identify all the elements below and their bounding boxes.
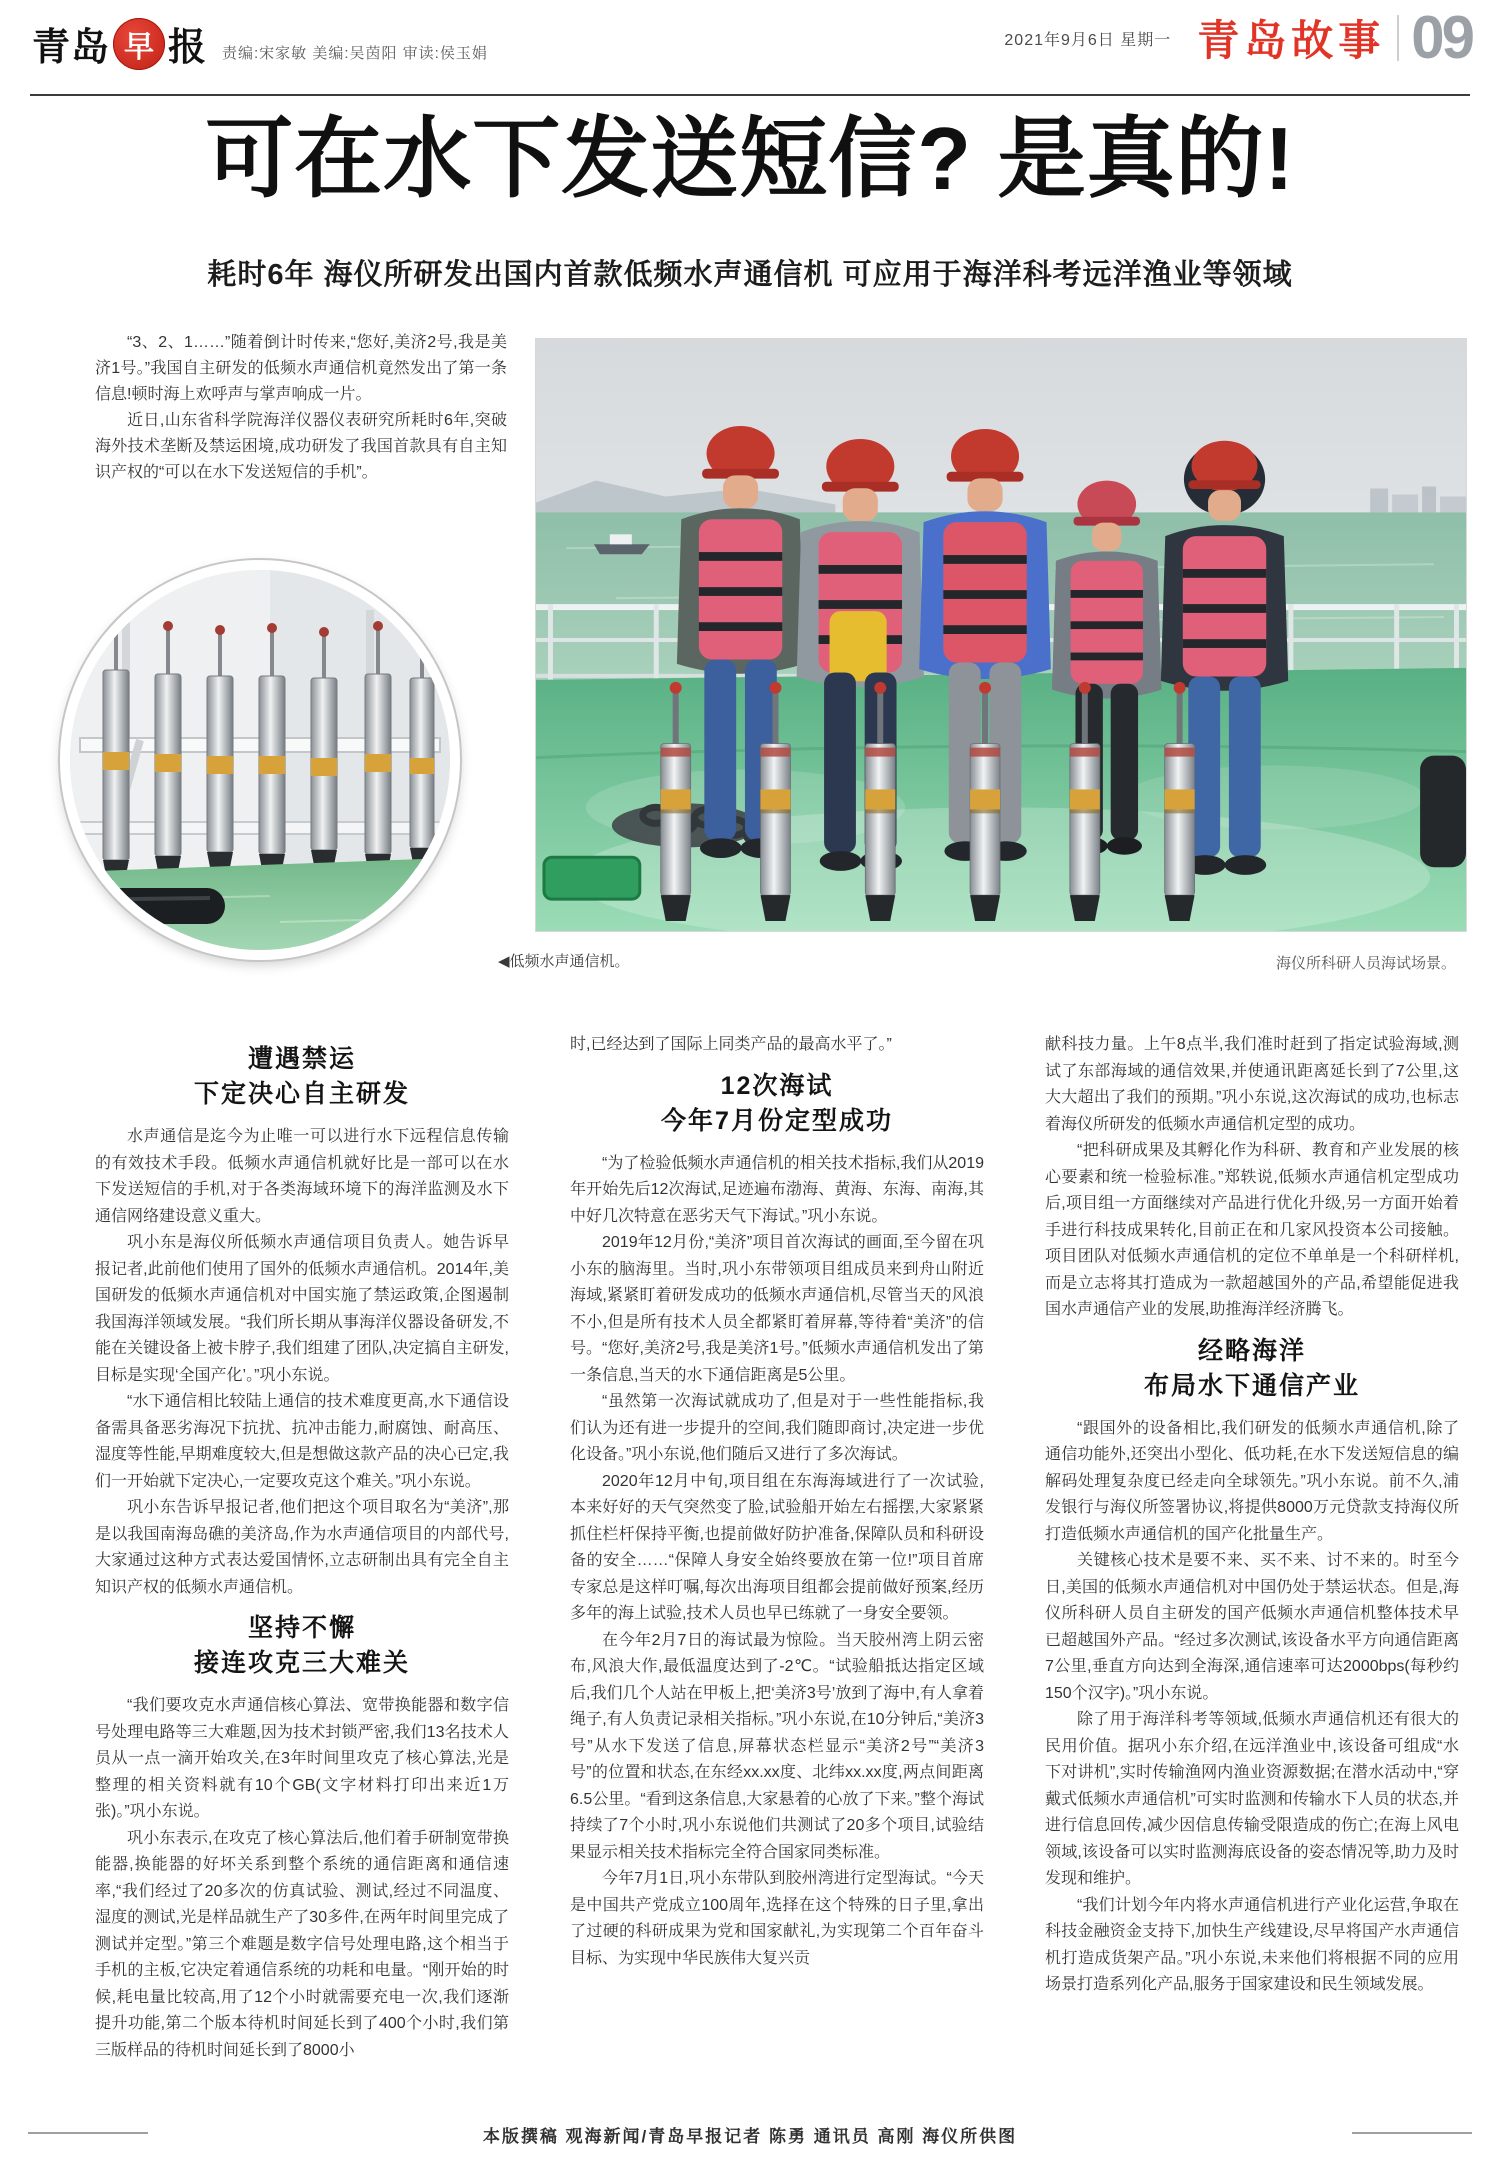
logo-seal-char: 早 [124, 30, 155, 64]
paragraph: “3、2、1……”随着倒计时传来,“您好,美济2号,我是美济1号。”我国自主研发的低频水声通信机竟然发出了第一条信息!顿时海上欢呼声与掌声响成一片。 [95, 334, 507, 403]
paragraph-group [1045, 1416, 1459, 1999]
heading-line-1: 坚持不懈 [247, 1614, 356, 1642]
main-photo-caption: 海仪所科研人员海试场景。 [1275, 955, 1456, 972]
paragraph: 献科技力量。上午8点半,我们准时赶到了指定试验海域,测试了东部海域的通信效果,并使通讯距离延长到了7公里,这大大超出了我们的预期。”巩小东说,这次海试的成功,也标志着海仪所研发的低频水声通信机定型的成功。 [1045, 1036, 1459, 1133]
paragraph: “我们要攻克水声通信核心算法、宽带换能器和数字信号处理电路等三大难题,因为技术封锁严密,我们13名技术人员从一点一滴开始攻关,在3年时间里攻克了核心算法,光是整理的相关资料就有10个GB(文字材料打印出来近1万张)。”巩小东说。 [95, 1697, 509, 1820]
mooring-cleat [544, 857, 640, 899]
heading-line-1: 12次海试 [720, 1071, 834, 1100]
paragraph: “为了检验低频水声通信机的相关技术指标,我们从2019年开始先后12次海试,足迹遍布渤海、黄海、东海、南海,其中好几次特意在恶劣天气下海试。”巩小东说。 [570, 1154, 984, 1225]
newspaper-logo [32, 16, 207, 71]
section-title: 青岛故事 [1197, 17, 1386, 64]
section-heading-embargo [95, 1032, 509, 1124]
page-number: 09 [1411, 4, 1472, 71]
paragraph: “我们计划今年内将水声通信机进行产业化运营,争取在科技金融资金支持下,加快生产线建设,尽早将国产水声通信机打造成货架产品。”巩小东说,未来他们将根据不同的应用场景打造系列化产品,服务于国家建设和民生领域发展。 [1045, 1896, 1459, 1993]
article-column-2 [570, 1032, 984, 2094]
paragraph: 水声通信是迄今为止唯一可以进行水下远程信息传输的有效技术手段。低频水声通信机就好比是一部可以在水下发送短信的手机,对于各类海域环境下的海洋监测及水下通信网络建设意义重大。 [95, 1128, 509, 1225]
paragraph: 今年7月1日,巩小东带队到胶州湾进行定型海试。“今天是中国共产党成立100周年,选择在这个特殊的日子里,拿出了过硬的科研成果为党和国家献礼,为实现第二个百年奋斗目标、为实现中华民族伟大复兴贡 [570, 1870, 984, 1967]
paragraph-group [570, 1151, 984, 1973]
paragraph: 2019年12月份,“美济”项目首次海试的画面,至今留在巩小东的脑海里。当时,巩小东带领项目组成员来到舟山附近海域,紧紧盯着研发成功的低频水声通信机,尽管当天的风浪不小,但是所有技术人员全都紧盯着屏幕,等待着“美济”的信号。“您好,美济2号,我是美济1号。”低频水声通信机发出了第一条信息,当天的水下通信距离是5公里。 [570, 1234, 984, 1384]
heading-line-1: 经略海洋 [1197, 1336, 1306, 1365]
article-column-1 [95, 1032, 509, 2094]
byline-credit: 本版撰稿 观海新闻/青岛早报记者 陈勇 通讯员 高刚 海仪所供图 [482, 2127, 1018, 2146]
inset-photo-caption: ◀低频水声通信机。 [498, 953, 630, 970]
main-headline: 可在水下发送短信? 是真的! [205, 109, 1295, 208]
editor-credits: 责编:宋家敏 美编:吴茵阳 审读:侯玉娟 [222, 45, 488, 62]
heading-line-2: 接连攻克三大难关 [193, 1649, 410, 1677]
section-heading-persistence [95, 1601, 509, 1693]
divider [1397, 15, 1399, 61]
masthead-rule [30, 94, 1470, 96]
paragraph: 2020年12月中旬,项目组在东海海域进行了一次试验,本来好好的天气突然变了脸,试验船开始左右摇摆,大家紧紧抓住栏杆保持平衡,也提前做好防护准备,保障队员和科研设备的安全……“保障人身安全始终要放在第一位!”项目首席专家总是这样叮嘱,每次出海项目组都会提前做好预案,经历多年的海上试验,技术人员也早已练就了一身安全要领。 [570, 1472, 984, 1622]
paragraph: “虽然第一次海试就成功了,但是对于一些性能指标,我们认为还有进一步提升的空间,我们随即商讨,决定进一步优化设备。”巩小东说,他们随后又进行了多次海试。 [570, 1393, 984, 1463]
sub-headline: 耗时6年 海仪所研发出国内首款低频水声通信机 可应用于海洋科考远洋渔业等领域 [207, 259, 1293, 291]
continuation-line: 时,已经达到了国际上同类产品的最高水平了。” [570, 1036, 892, 1053]
sea-trial-photo-illustration [536, 339, 1466, 931]
paragraph: 巩小东表示,在攻克了核心算法后,他们着手研制宽带换能器,换能器的好坏关系到整个系统的通信距离和通信速率,“我们经过了20多次的仿真试验、测试,经过不同温度、湿度的测试,光是样品就生产了30多件,在两年时间里完成了测试并定型。”第三个难题是数字信号处理电路,这个相当于手机的主板,它决定着通信系统的功耗和电量。“刚开始的时候,耗电量比较高,用了12个小时就需要充电一次,我们逐渐提升功能,第二个版本待机时间延长到了400个小时,我们第三版样品的待机时间延长到了8000小 [95, 1829, 509, 2059]
heading-line-2: 今年7月份定型成功 [661, 1106, 893, 1135]
continuation-paragraphs [1045, 1032, 1459, 1324]
logo-red-seal-icon [113, 18, 165, 70]
logo-text-right: 报 [168, 27, 208, 69]
paragraph-group [95, 1124, 509, 1601]
paragraph: “跟国外的设备相比,我们研发的低频水声通信机,除了通信功能外,还突出小型化、低功耗,在水下发送短信息的编解码处理复杂度已经走向全球领先。”巩小东说。前不久,浦发银行与海仪所签署协议,将提供8000万元贷款支持海仪所打造低频水声通信机的国产化批量生产。 [1045, 1419, 1459, 1543]
footer-rule-right [1352, 2132, 1472, 2134]
issue-date: 2021年9月6日 星期一 [1004, 31, 1172, 49]
heading-line-2: 布局水下通信产业 [1143, 1371, 1360, 1400]
fender [1420, 756, 1466, 868]
water [70, 858, 450, 950]
masthead [0, 0, 1500, 96]
paragraph: 关键核心技术是要不来、买不来、讨不来的。时至今日,美国的低频水声通信机对中国仍处于禁运状态。但是,海仪所科研人员自主研发的国产低频水声通信机整体技术早已超越国外产品。“经过多次测试,该设备水平方向通信距离7公里,垂直方向达到全海深,通信速率可达2000bps(每秒约150个汉字)。”巩小东说。 [1045, 1552, 1459, 1702]
paragraph: “把科研成果及其孵化作为科研、教育和产业发展的核心要素和统一检验标准。”郑轶说,低频水声通信机定型成功后,项目组一方面继续对产品进行优化升级,另一方面开始着手进行科技成果转化,目前正在和几家风投资本公司接触。项目团队对低频水声通信机的定位不单单是一个科研样机,而是立志将其打造成为一款超越国外的产品,希望能促进我国水声通信产业的发展,助推海洋经济腾飞。 [1045, 1142, 1459, 1318]
intro-text [95, 330, 507, 486]
main-photo [535, 338, 1467, 932]
article-column-3 [1045, 1032, 1459, 2094]
dark-pipe [70, 888, 225, 924]
paragraph: 近日,山东省科学院海洋仪器仪表研究所耗时6年,突破海外技术垄断及禁运困境,成功研发了我国首款具有自主知识产权的“可以在水下发送短信的手机”。 [95, 412, 507, 481]
paragraph: 在今年2月7日的海试最为惊险。当天胶州湾上阴云密布,风浪大作,最低温度达到了-2℃。“试验船抵达指定区域后,我们几个人站在甲板上,把‘美济3号’放到了海中,有人拿着绳子,有人负责记录相关指标。”巩小东说,在10分钟后,“美济3号”从水下发送了信息,屏幕状态栏显示“美济2号”“美济3号”的位置和状态,在东经xx.xx度、北纬xx.xx度,两点间距离6.5公里。“看到这条信息,大家悬着的心放了下来。”整个海试持续了7个小时,巩小东说他们共测试了20多个项目,试验结果显示相关技术指标完全符合国家同类标准。 [570, 1631, 984, 1861]
device-rack-illustration [70, 570, 450, 950]
section-heading-industry [1045, 1324, 1459, 1416]
heading-line-1: 遭遇禁运 [247, 1045, 356, 1073]
issue-info [1004, 4, 1472, 71]
logo-text-left: 青岛 [32, 27, 111, 69]
section-heading-sea-trials [570, 1059, 984, 1151]
paragraph: 巩小东是海仪所低频水声通信项目负责人。她告诉早报记者,此前他们使用了国外的低频水声通信机。2014年,美国研发的低频水声通信机对中国实施了禁运政策,企图遏制我国海洋领域发展。“我们所长期从事海洋仪器设备研发,不能在关键设备上被卡脖子,我们组建了团队,决定搞自主研发,目标是实现‘全国产化’。”巩小东说。 [95, 1234, 509, 1384]
inset-photo [60, 560, 460, 960]
paragraph-group [95, 1693, 509, 2064]
heading-line-2: 下定决心自主研发 [193, 1080, 410, 1108]
paragraph: 巩小东告诉早报记者,他们把这个项目取名为“美济”,那是以我国南海岛礁的美济岛,作为水声通信项目的内部代号,大家通过这种方式表达爱国情怀,立志研制出具有完全自主知识产权的低频水声通信机。 [95, 1499, 509, 1596]
yellow-bag [830, 611, 887, 681]
paragraph: 除了用于海洋科考等领域,低频水声通信机还有很大的民用价值。据巩小东介绍,在远洋渔业中,该设备可组成“水下对讲机”,实时传输渔网内渔业资源数据;在潜水活动中,“穿戴式低频水声通信机”可实时监测和传输水下人员的状态,并进行信息回传,减少因信息传输受限造成的伤亡;在海上风电领域,该设备可以实时监测海底设备的姿态情况等,助力及时发现和维护。 [1045, 1711, 1459, 1887]
paragraph: “水下通信相比较陆上通信的技术难度更高,水下通信设备需具备恶劣海况下抗扰、抗冲击能力,耐腐蚀、耐高压、湿度等性能,早期难度较大,但是想做这款产品的决心已定,我们一开始就下定决心,一定要攻克这个难关。”巩小东说。 [95, 1393, 509, 1490]
